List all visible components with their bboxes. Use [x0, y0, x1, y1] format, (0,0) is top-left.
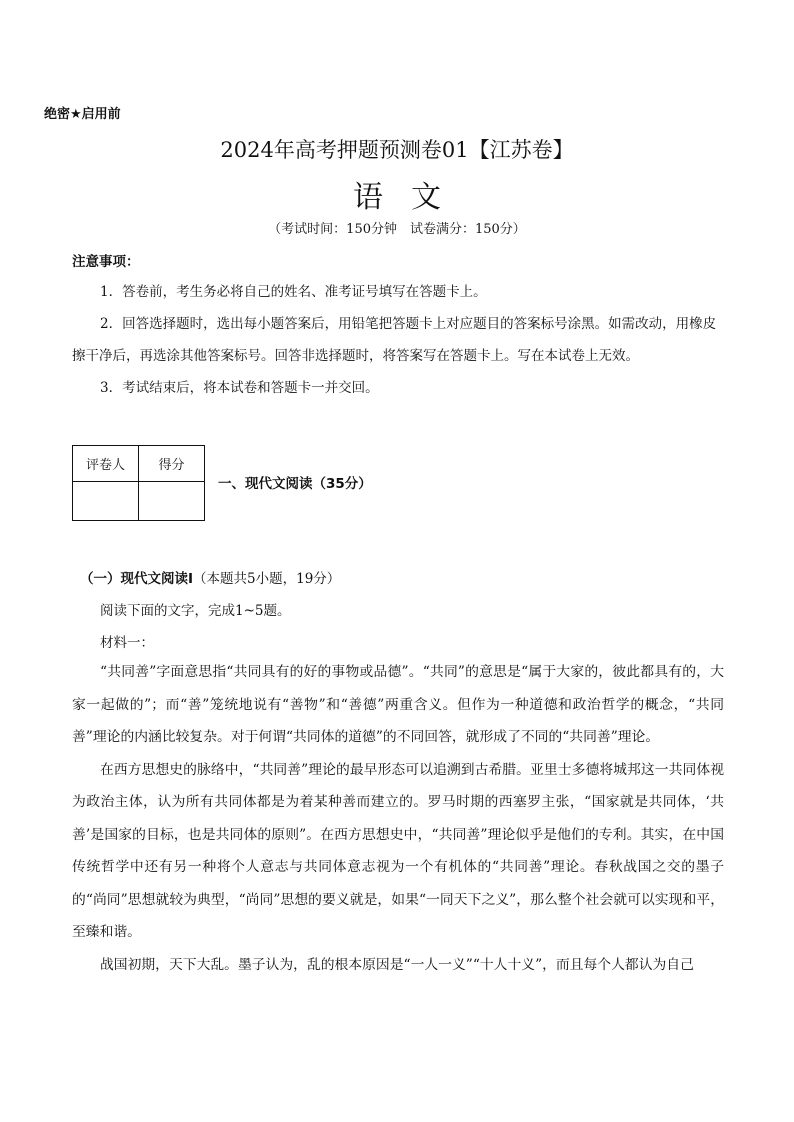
confidential-label: 绝密★启用前	[44, 107, 121, 122]
notice-list	[72, 276, 724, 404]
subject-title: 语文	[353, 180, 469, 215]
notice-item-1: 1．答卷前，考生务必将自己的姓名、准考证号填写在答题卡上。	[100, 284, 487, 300]
part-detail: （本题共5小题，19分）	[193, 571, 341, 587]
part-label: （一）现代文阅读Ⅰ	[80, 571, 194, 587]
score-table	[72, 445, 205, 521]
exam-info: （考试时间：150分钟 试卷满分：150分）	[268, 222, 526, 237]
grader-cell	[73, 482, 139, 521]
reading-instruction: 阅读下面的文字，完成1~5题。	[100, 603, 291, 619]
passage-paragraph-3: 战国初期，天下大乱。墨子认为，乱的根本原因是“一人一义”“十人十义”，而且每个人都认为自己	[100, 956, 694, 973]
passage-paragraph-1: “共同善”字面意思指“共同具有的好的事物或品德”。“共同”的意思是“属于大家的，彼此都具有的，大家一起做的”；而“善”笼统地说有“善物”和“善德”两重含义。但作为一种道德和政治哲学的概念，“共同善”理论的内涵比较复杂。对于何谓“共同体的道德”的不同回答，就形成了不同的“共同善”理论。	[72, 664, 724, 745]
score-cell	[139, 482, 205, 521]
section-title: 一、现代文阅读（35分）	[218, 476, 372, 492]
score-header: 得分	[139, 446, 205, 482]
part-heading	[80, 567, 340, 587]
notice-heading: 注意事项：	[72, 254, 140, 270]
notice-item-2: 2．回答选择题时，选出每小题答案后，用铅笔把答题卡上对应题目的答案标号涂黑。如需改动，用橡皮擦干净后，再选涂其他答案标号。回答非选择题时，将答案写在答题卡上。写在本试卷上无效。	[72, 316, 717, 364]
material-label: 材料一：	[100, 635, 154, 651]
exam-title: 2024年高考押题预测卷01【江苏卷】	[220, 138, 574, 162]
grader-header: 评卷人	[73, 446, 139, 482]
passage	[72, 656, 724, 981]
notice-item-3: 3．考试结束后，将本试卷和答题卡一并交回。	[100, 380, 379, 396]
passage-paragraph-2: 在西方思想史的脉络中，“共同善”理论的最早形态可以追溯到古希腊。亚里士多德将城邦这一共同体视为政治主体，认为所有共同体都是为着某种善而建立的。罗马时期的西塞罗主张，“国家就是共同体，‘共善’是国家的目标，也是共同体的原则”。在西方思想史中，“共同善”理论似乎是他们的专利。其实，在中国传统哲学中还有另一种将个人意志与共同体意志视为一个有机体的“共同善”理论。春秋战国之交的墨子的“尚同”思想就较为典型，“尚同”思想的要义就是，如果“一同天下之义”，那么整个社会就可以实现和平，至臻和谐。	[72, 761, 724, 940]
